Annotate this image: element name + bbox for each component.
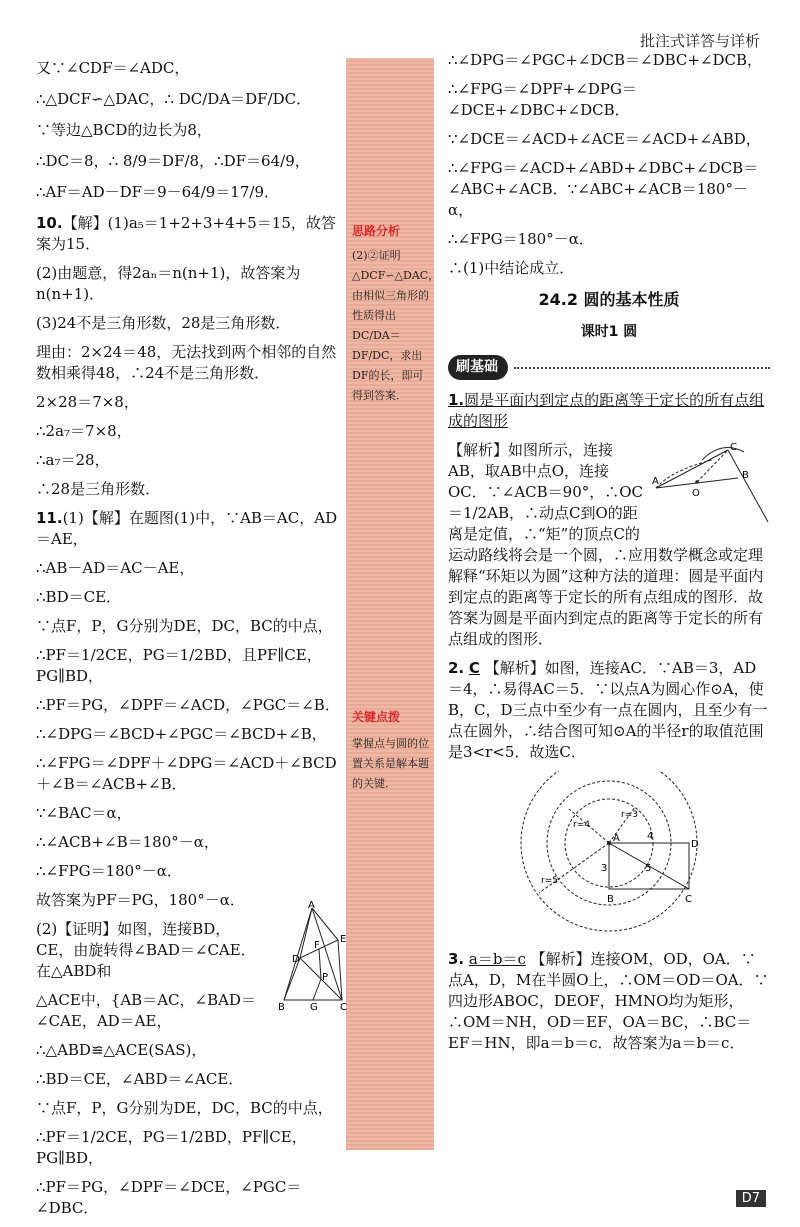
figure-label: B (742, 470, 749, 481)
text-line: ∴AF＝AD－DF＝9－64/9＝17/9． (36, 183, 279, 201)
figure-label: D (691, 839, 699, 850)
text-line: ∴∠DPG＝∠BCD+∠PGC＝∠BCD+∠B， (36, 725, 327, 743)
figure-label: C (685, 894, 692, 905)
figure-label: E (340, 934, 347, 945)
figure-label: B (607, 894, 614, 905)
text-line: ∴(1)中结论成立． (448, 259, 575, 277)
text-line: ∵∠DCE＝∠ACD+∠ACE＝∠ACD+∠ABD， (448, 130, 761, 148)
page-number: D7 (736, 1190, 766, 1207)
text-line: ∴PF＝1/2CE，PG＝1/2BD，且PF∥CE，PG∥BD， (36, 646, 322, 685)
lesson-title: 课时1 圆 (580, 324, 638, 340)
question-2 (448, 658, 770, 763)
figure-label: 5 (645, 863, 652, 874)
text-line: ∵点F，P，G分别为DE，DC，BC的中点， (36, 1099, 333, 1117)
text-line: 理由：2×24＝48，无法找到两个相邻的自然数相乘得48，∴24不是三角形数． (36, 343, 337, 382)
explanation-text: 【解析】如图所示，连接AB，取AB中点O，连接OC．∵∠ACB＝90°，∴OC＝1/2AB，∴动点C到O的距离是定值，∴“矩”的顶点C的运动路线将会是一个圆，∴应用数学概念或定理解释“环矩以为圆”这种方法的道理：圆是平面内到定点的距离等于定长的所有点组成的图形．故答案为圆是平面内到定点的距离等于定长的所有点组成的图形． (448, 441, 764, 648)
text-line: ∴∠FPG＝∠DPF+∠DPG＝∠DCE+∠DBC+∠DCB． (448, 80, 637, 119)
text-line: 又∵∠CDF＝∠ADC， (36, 59, 190, 77)
text-line: 故答案为PF＝PG，180°－α． (36, 891, 245, 909)
figure-label: P (322, 972, 329, 983)
text-line: ∴a₇＝28， (36, 451, 110, 469)
running-header: 批注式详答与详析 (639, 32, 760, 50)
question-number: 2. (448, 659, 465, 677)
text-line: 【解】(1)a₅＝1+2+3+4+5＝15，故答案为15． (36, 214, 336, 253)
text-line: ∴BD＝CE． (36, 588, 122, 606)
text-line: ∴PF＝PG，∠DPF＝∠ACD，∠PGC＝∠B． (36, 696, 340, 714)
answer-text: 圆是平面内到定点的距离等于定长的所有点组成的图形 (448, 391, 765, 430)
explanation-text: 【解析】连接OM，OD，OA．∵点A，D，M在半圆O上，∴OM＝OD＝OA．∵四边形ABOC，DEOF，HMNO均为矩形，∴OM＝NH，OD＝EF，OA＝BC，∴BC＝EF＝HN，即a＝b＝c．故答案为a＝b＝c． (448, 950, 769, 1052)
text-line: ∴△ABD≌△ACE(SAS)， (36, 1041, 207, 1059)
annotation-note-key-point: 掌握点与圆的位置关系是解本题的关键． (352, 737, 429, 790)
explanation-text: 【解析】如图，连接AC．∵AB＝3，AD＝4，∴易得AC＝5．∵以点A为圆心作⊙A，使B，C，D三点中至少有一点在圆内，且至少有一点在圆外，∴结合图可知⊙A的半径r的取值范围是3<r<5．故选C． (448, 659, 768, 761)
text-line: ∵∠BAC＝α， (36, 804, 132, 822)
text-line: ∴∠FPG＝∠DPF＋∠DPG＝∠ACD＋∠BCD＋∠B＝∠ACB+∠B． (36, 754, 337, 793)
text-line: 2×28＝7×8， (36, 393, 139, 411)
text-line: ∴DC＝8，∴ 8/9＝DF/8，∴DF＝64/9， (36, 152, 310, 170)
figure-right-angle-circle (652, 440, 770, 524)
right-column (448, 50, 770, 1062)
text-line: ∴∠FPG＝180°－α． (36, 862, 182, 880)
practice-banner (448, 355, 770, 380)
text-line: ∵等边△BCD的边长为8， (36, 121, 212, 139)
annotation-tag-key-point: 关键点拨 (352, 710, 401, 724)
question-number: 3. (448, 950, 465, 968)
figure-concentric-circles (517, 771, 701, 941)
figure-label: A (613, 833, 620, 844)
figure-label: 3 (601, 863, 608, 874)
figure-label: C (730, 442, 737, 453)
question-number: 10. (36, 214, 63, 232)
text-line: (2)由题意，得2aₙ＝n(n+1)，故答案为n(n+1)． (36, 264, 301, 303)
annotation-note-analysis: (2)②证明△DCF∽△DAC，由相似三角形的性质得出DC/DA＝DF/DC，求出DF的长，即可得到答案． (352, 249, 440, 402)
text-line: ∵点F，P，G分别为DE，DC，BC的中点， (36, 617, 333, 635)
answer-choice: C (468, 659, 480, 677)
banner-label: 刷基础 (448, 355, 508, 380)
figure-label: O (692, 488, 700, 499)
figure-label: B (278, 1002, 285, 1012)
question-10 (36, 213, 346, 255)
question-1-explanation (448, 440, 770, 650)
figure-label: A (652, 476, 659, 487)
banner-divider (514, 367, 770, 369)
figure-label: F (314, 940, 320, 951)
figure-label: r=5 (541, 876, 558, 886)
figure-label: D (292, 954, 300, 965)
text-line: (3)24不是三角形数，28是三角形数． (36, 314, 291, 332)
section-title: 24.2 圆的基本性质 (538, 290, 680, 309)
left-column (36, 58, 346, 1227)
text-line: (2)【证明】如图，连接BD，CE，由旋转得∠BAD＝∠CAE．在△ABD和 (36, 920, 256, 980)
text-line: ∴2a₇＝7×8， (36, 422, 132, 440)
text-line: ∴28是三角形数． (36, 480, 161, 498)
figure-label: r=4 (573, 820, 590, 830)
figure-label: G (310, 1002, 318, 1012)
text-line: ∴∠DPG＝∠PGC+∠DCB＝∠DBC+∠DCB， (448, 51, 763, 69)
text-line: △ACE中，{AB＝AC，∠BAD＝∠CAE，AD＝AE， (36, 991, 256, 1030)
question-number: 11. (36, 509, 63, 527)
figure-label: A (308, 900, 315, 911)
figure-label: C (340, 1002, 347, 1012)
answer-text: a＝b＝c (468, 950, 526, 968)
text-line: ∴BD＝CE，∠ABD＝∠ACE． (36, 1070, 244, 1088)
text-line: ∴∠FPG＝∠ACD+∠ABD+∠DBC+∠DCB＝∠ABC+∠ACB．∵∠ABC+∠ACB＝180°－α， (448, 159, 759, 219)
text-line: (1)【解】在题图(1)中，∵AB＝AC，AD＝AE， (36, 509, 338, 548)
text-line: ∴PF＝PG，∠DPF＝∠DCE，∠PGC＝∠DBC． (36, 1178, 302, 1217)
text-line: ∴∠ACB+∠B＝180°－α， (36, 833, 219, 851)
text-line: ∴PF＝1/2CE，PG＝1/2BD，PF∥CE，PG∥BD， (36, 1128, 307, 1167)
question-1-answer (448, 390, 770, 432)
text-line: ∴△DCF∽△DAC，∴ DC/DA＝DF/DC． (36, 90, 312, 108)
text-line: ∴∠FPG＝180°－α． (448, 230, 594, 248)
question-11 (36, 508, 346, 550)
question-number: 1. (448, 391, 465, 409)
text-line: ∴AB－AD＝AC－AE， (36, 559, 195, 577)
question-3 (448, 949, 770, 1054)
annotation-tag-analysis: 思路分析 (352, 224, 401, 238)
figure-triangle-rotation (278, 900, 350, 1012)
figure-label: r=3 (621, 810, 638, 820)
figure-label: 4 (647, 831, 654, 842)
